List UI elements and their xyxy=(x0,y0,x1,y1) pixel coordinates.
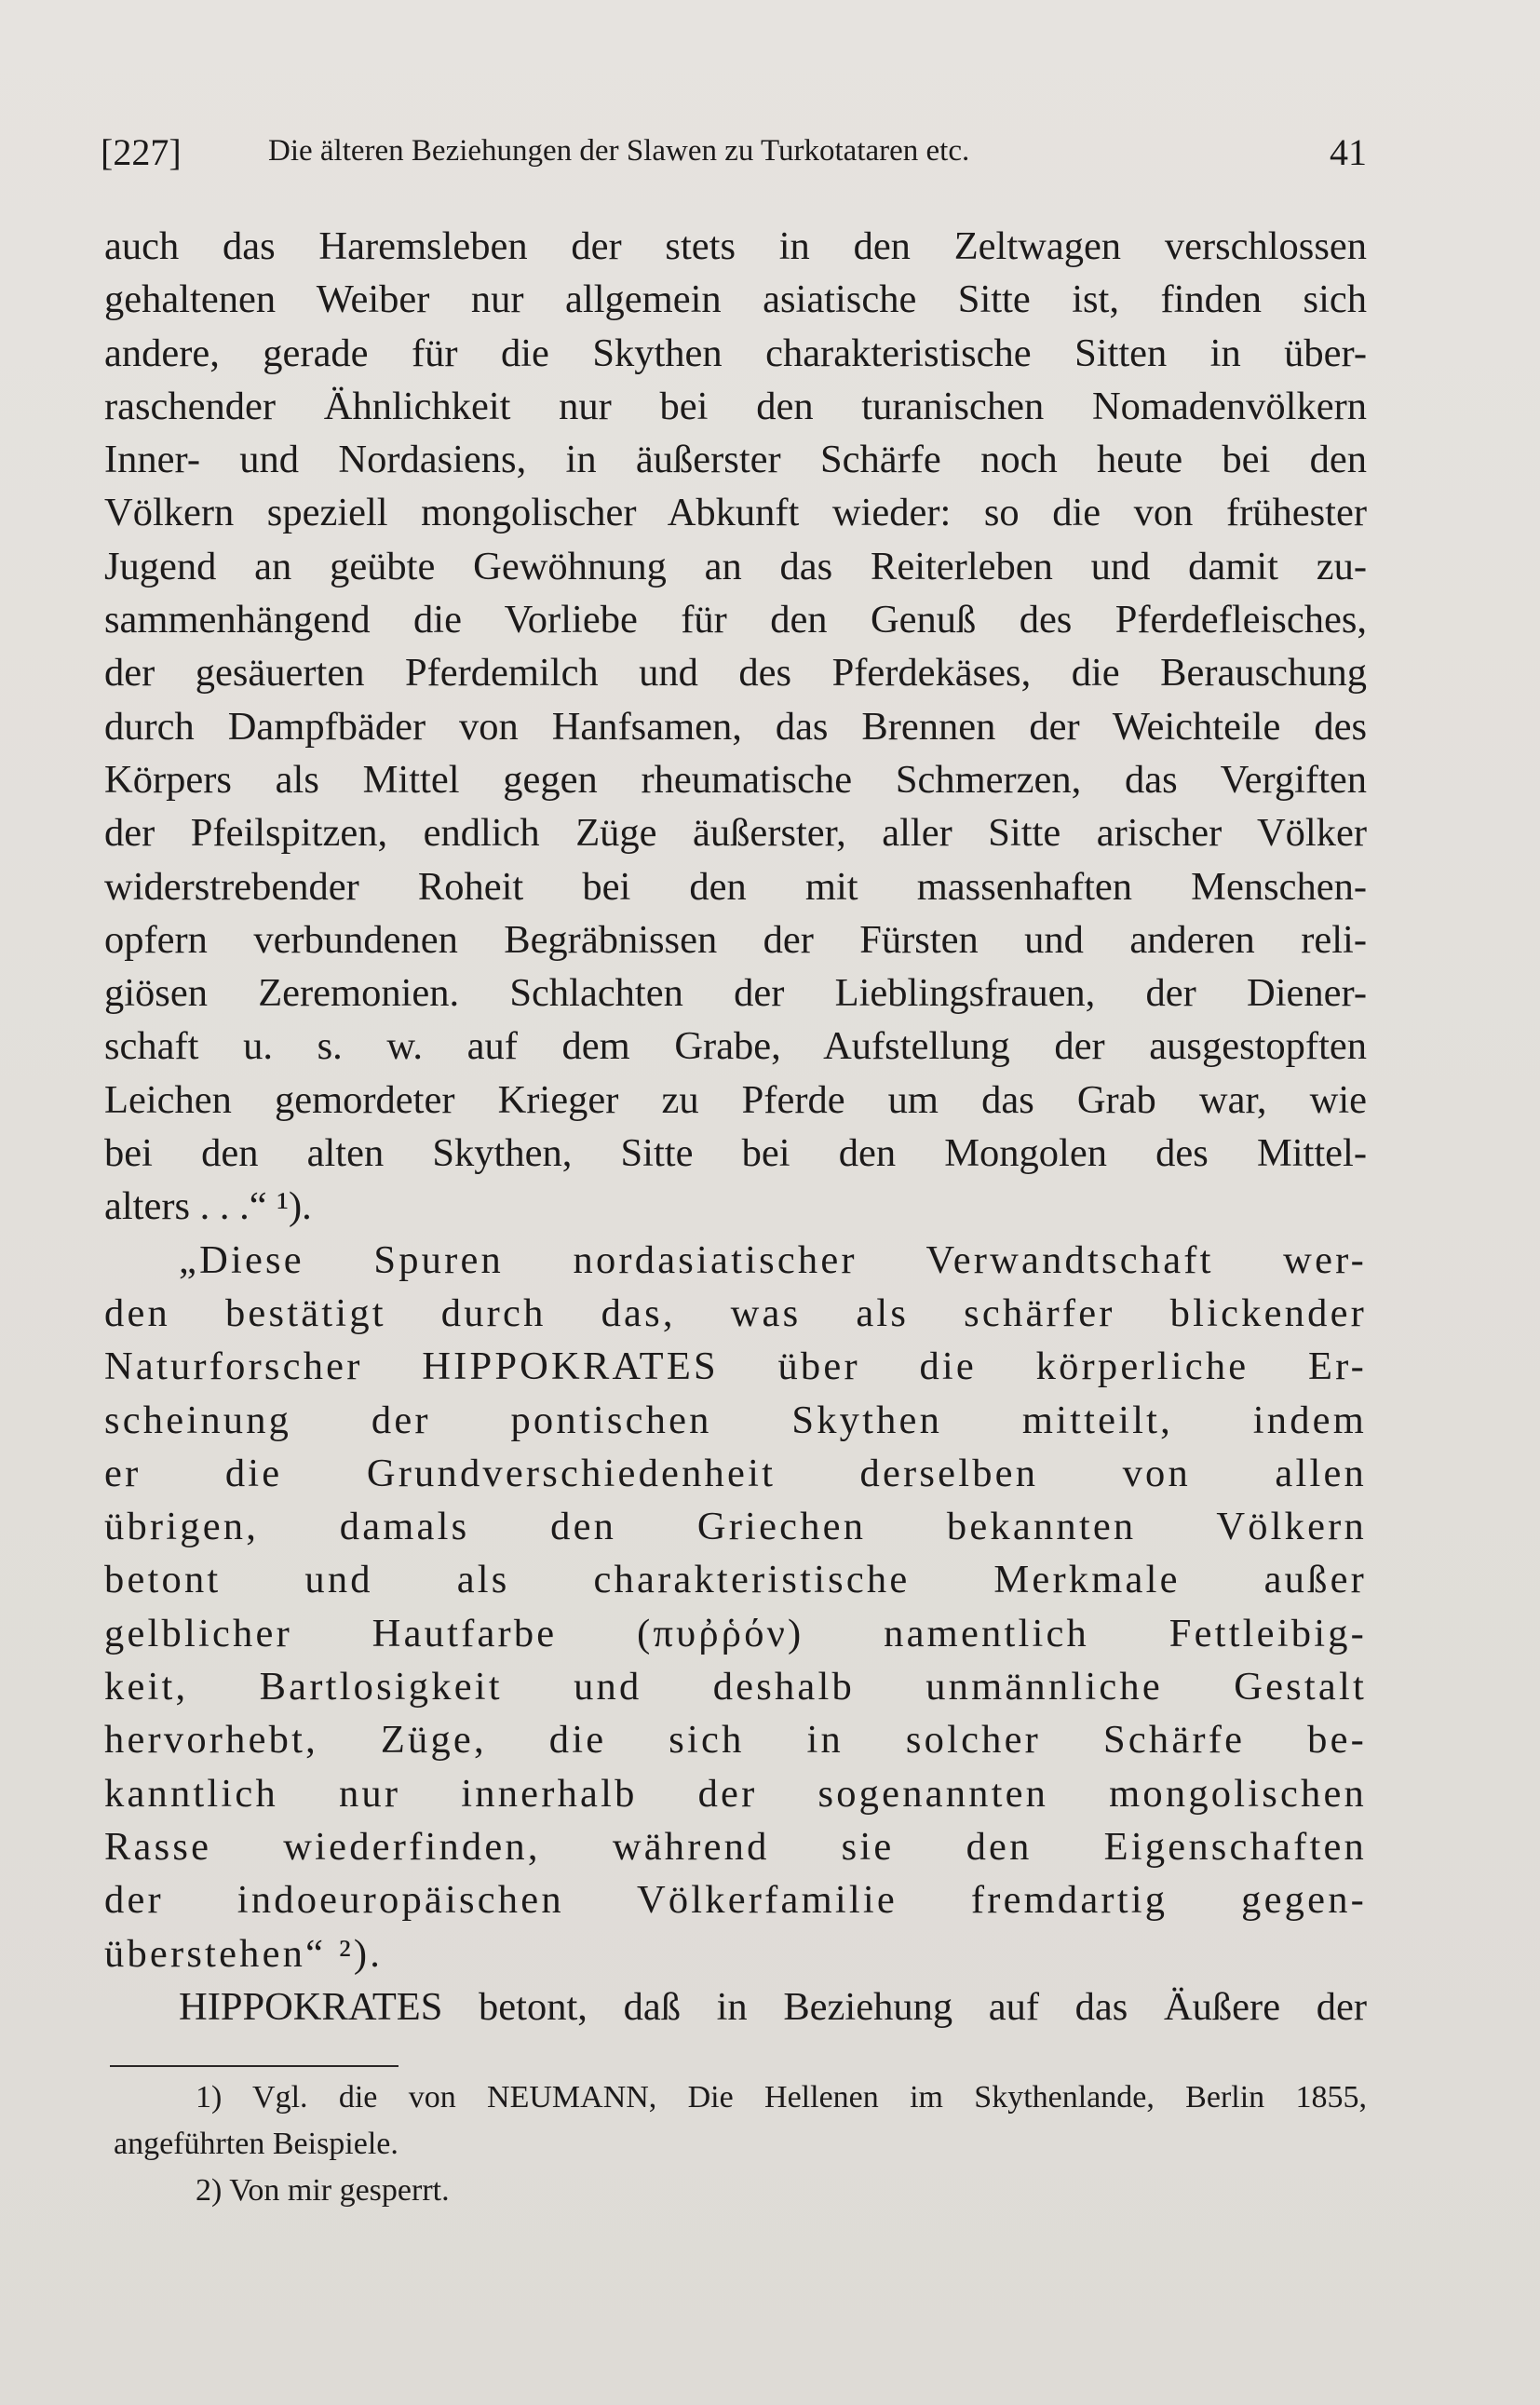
spaced-quote-line: gelblicher Hautfarbe (πυῤῥόν) namentlich Fettleibig- xyxy=(104,1611,1367,1655)
footnotes xyxy=(114,2074,1367,2214)
footnote-1-line-1: 1) Vgl. die von NEUMANN, Die Hellenen im Skythenlande, Berlin 1855, xyxy=(196,2080,1367,2115)
text-line: Leichen gemordeter Krieger zu Pferde um das Grab war, wie xyxy=(104,1077,1367,1122)
footnote-separator-rule xyxy=(110,2065,399,2067)
text-line: alters . . .“ ¹). xyxy=(104,1184,312,1229)
spaced-quote-line: der indoeuropäischen Völkerfamilie fremdartig gegen- xyxy=(104,1878,1367,1923)
running-title: Die älteren Beziehungen der Slawen zu Turkotataren etc. xyxy=(268,134,970,168)
spaced-quote-line: Naturforscher HIPPOKRATES über die körperliche Er- xyxy=(104,1344,1367,1389)
text-line: widerstrebender Roheit bei den mit massenhaften Menschen- xyxy=(104,864,1367,909)
closing-line: HIPPOKRATES betont, daß in Beziehung auf das Äußere der xyxy=(179,1984,1367,2029)
text-line: Völkern speziell mongolischer Abkunft wieder: so die von frühester xyxy=(104,491,1367,535)
footnote-2: 2) Von mir gesperrt. xyxy=(196,2173,450,2208)
text-line: schaft u. s. w. auf dem Grabe, Aufstellung der ausgestopften xyxy=(104,1024,1367,1069)
text-line: der gesäuerten Pferdemilch und des Pferdekäses, die Berauschung xyxy=(104,651,1367,696)
spaced-quote-line: „Diese Spuren nordasiatischer Verwandtschaft wer- xyxy=(179,1237,1367,1282)
text-line: auch das Haremsleben der stets in den Zeltwagen verschlossen xyxy=(104,224,1367,268)
footnote-1-line-2: angeführten Beispiele. xyxy=(114,2127,399,2161)
spaced-quote-line: überstehen“ ²). xyxy=(104,1931,384,1976)
spaced-quote-line: scheinung der pontischen Skythen mitteilt, indem xyxy=(104,1398,1367,1442)
spaced-quote-line: betont und als charakteristische Merkmale außer xyxy=(104,1558,1367,1602)
text-line: opfern verbundenen Begräbnissen der Fürsten und anderen reli- xyxy=(104,917,1367,962)
spaced-quote-line: kanntlich nur innerhalb der sogenannten mongolischen xyxy=(104,1771,1367,1816)
spaced-quote-line: er die Grundverschiedenheit derselben von allen xyxy=(104,1451,1367,1495)
text-line: sammenhängend die Vorliebe für den Genuß des Pferdefleisches, xyxy=(104,598,1367,642)
text-line: giösen Zeremonien. Schlachten der Lieblingsfrauen, der Diener- xyxy=(104,971,1367,1016)
main-text xyxy=(104,220,1367,2033)
spaced-quote-line: Rasse wiederfinden, während sie den Eigenschaften xyxy=(104,1824,1367,1869)
spaced-quote-line: den bestätigt durch das, was als schärfer blickender xyxy=(104,1290,1367,1335)
text-line: bei den alten Skythen, Sitte bei den Mongolen des Mittel- xyxy=(104,1131,1367,1176)
text-line: gehaltenen Weiber nur allgemein asiatische Sitte ist, finden sich xyxy=(104,277,1367,322)
text-line: Jugend an geübte Gewöhnung an das Reiterleben und damit zu- xyxy=(104,544,1367,588)
text-line: durch Dampfbäder von Hanfsamen, das Brennen der Weichteile des xyxy=(104,704,1367,749)
spaced-quote-line: keit, Bartlosigkeit und deshalb unmännliche Gestalt xyxy=(104,1665,1367,1709)
text-line: Körpers als Mittel gegen rheumatische Schmerzen, das Vergiften xyxy=(104,757,1367,802)
text-line: andere, gerade für die Skythen charakteristische Sitten in über- xyxy=(104,331,1367,375)
text-line: der Pfeilspitzen, endlich Züge äußerster, aller Sitte arischer Völker xyxy=(104,811,1367,856)
text-line: raschender Ähnlichkeit nur bei den turanischen Nomadenvölkern xyxy=(104,384,1367,428)
running-header xyxy=(101,130,1367,186)
page-number: 41 xyxy=(1330,131,1367,173)
spaced-quote-line: übrigen, damals den Griechen bekannten Völkern xyxy=(104,1505,1367,1549)
spaced-quote-line: hervorhebt, Züge, die sich in solcher Schärfe be- xyxy=(104,1718,1367,1763)
folio-bracket-number: [227] xyxy=(101,131,182,173)
text-line: Inner- und Nordasiens, in äußerster Schärfe noch heute bei den xyxy=(104,438,1367,482)
